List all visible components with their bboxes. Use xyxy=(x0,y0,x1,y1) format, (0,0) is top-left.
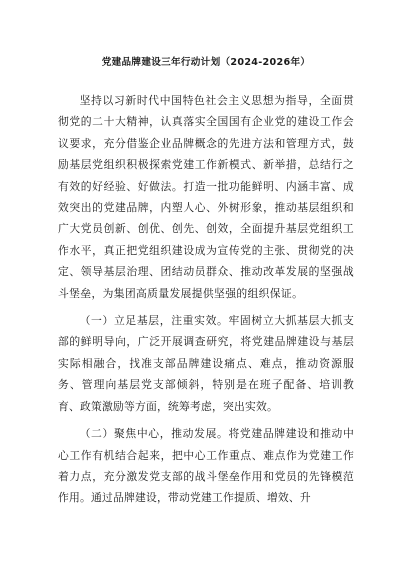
principle-paragraph-1: （一）立足基层，注重实效。牢固树立大抓基层大抓支部的鲜明导向，广泛开展调查研究，将党建品牌建设与基层实际相融合，找准支部品牌建设痛点、难点，推动资源服务、管理向基层党支部倾斜，特别是在班子配备、培训教育、政策激励等方面，统筹考虑，突出实效。 xyxy=(58,314,354,413)
intro-paragraph: 坚持以习新时代中国特色社会主义思想为指导，全面贯彻党的二十大精神，认真落实全国国有企业党的建设工作会议要求，充分借鉴企业品牌概念的先进方法和管理方式，鼓励基层党组织积极探索党建工作新模式、新举措，总结行之有效的好经验、好做法。打造一批功能鲜明、内涵丰富、成效突出的党建品牌，内塑人心、外树形象，推动基层组织和广大党员创新、创优、创先、创效，全面提升基层党组织工作水平，真正把党组织建设成为宣传党的主张、贯彻党的决定、领导基层治理、团结动员群众、推动改革发展的坚强战斗堡垒，为集团高质量发展提供坚强的组织保证。 xyxy=(58,94,354,300)
principle-paragraph-2: （二）聚焦中心，推动发展。将党建品牌建设和推动中心工作有机结合起来，把中心工作重点、难点作为党建工作着力点，充分激发党支部的战斗堡垒作用和党员的先锋模范作用。通过品牌建设，带动党建工作提质、增效、升 xyxy=(58,427,354,505)
document-title: 党建品牌建设三年行动计划（2024-2026年） xyxy=(101,57,311,68)
document-page xyxy=(58,56,354,509)
